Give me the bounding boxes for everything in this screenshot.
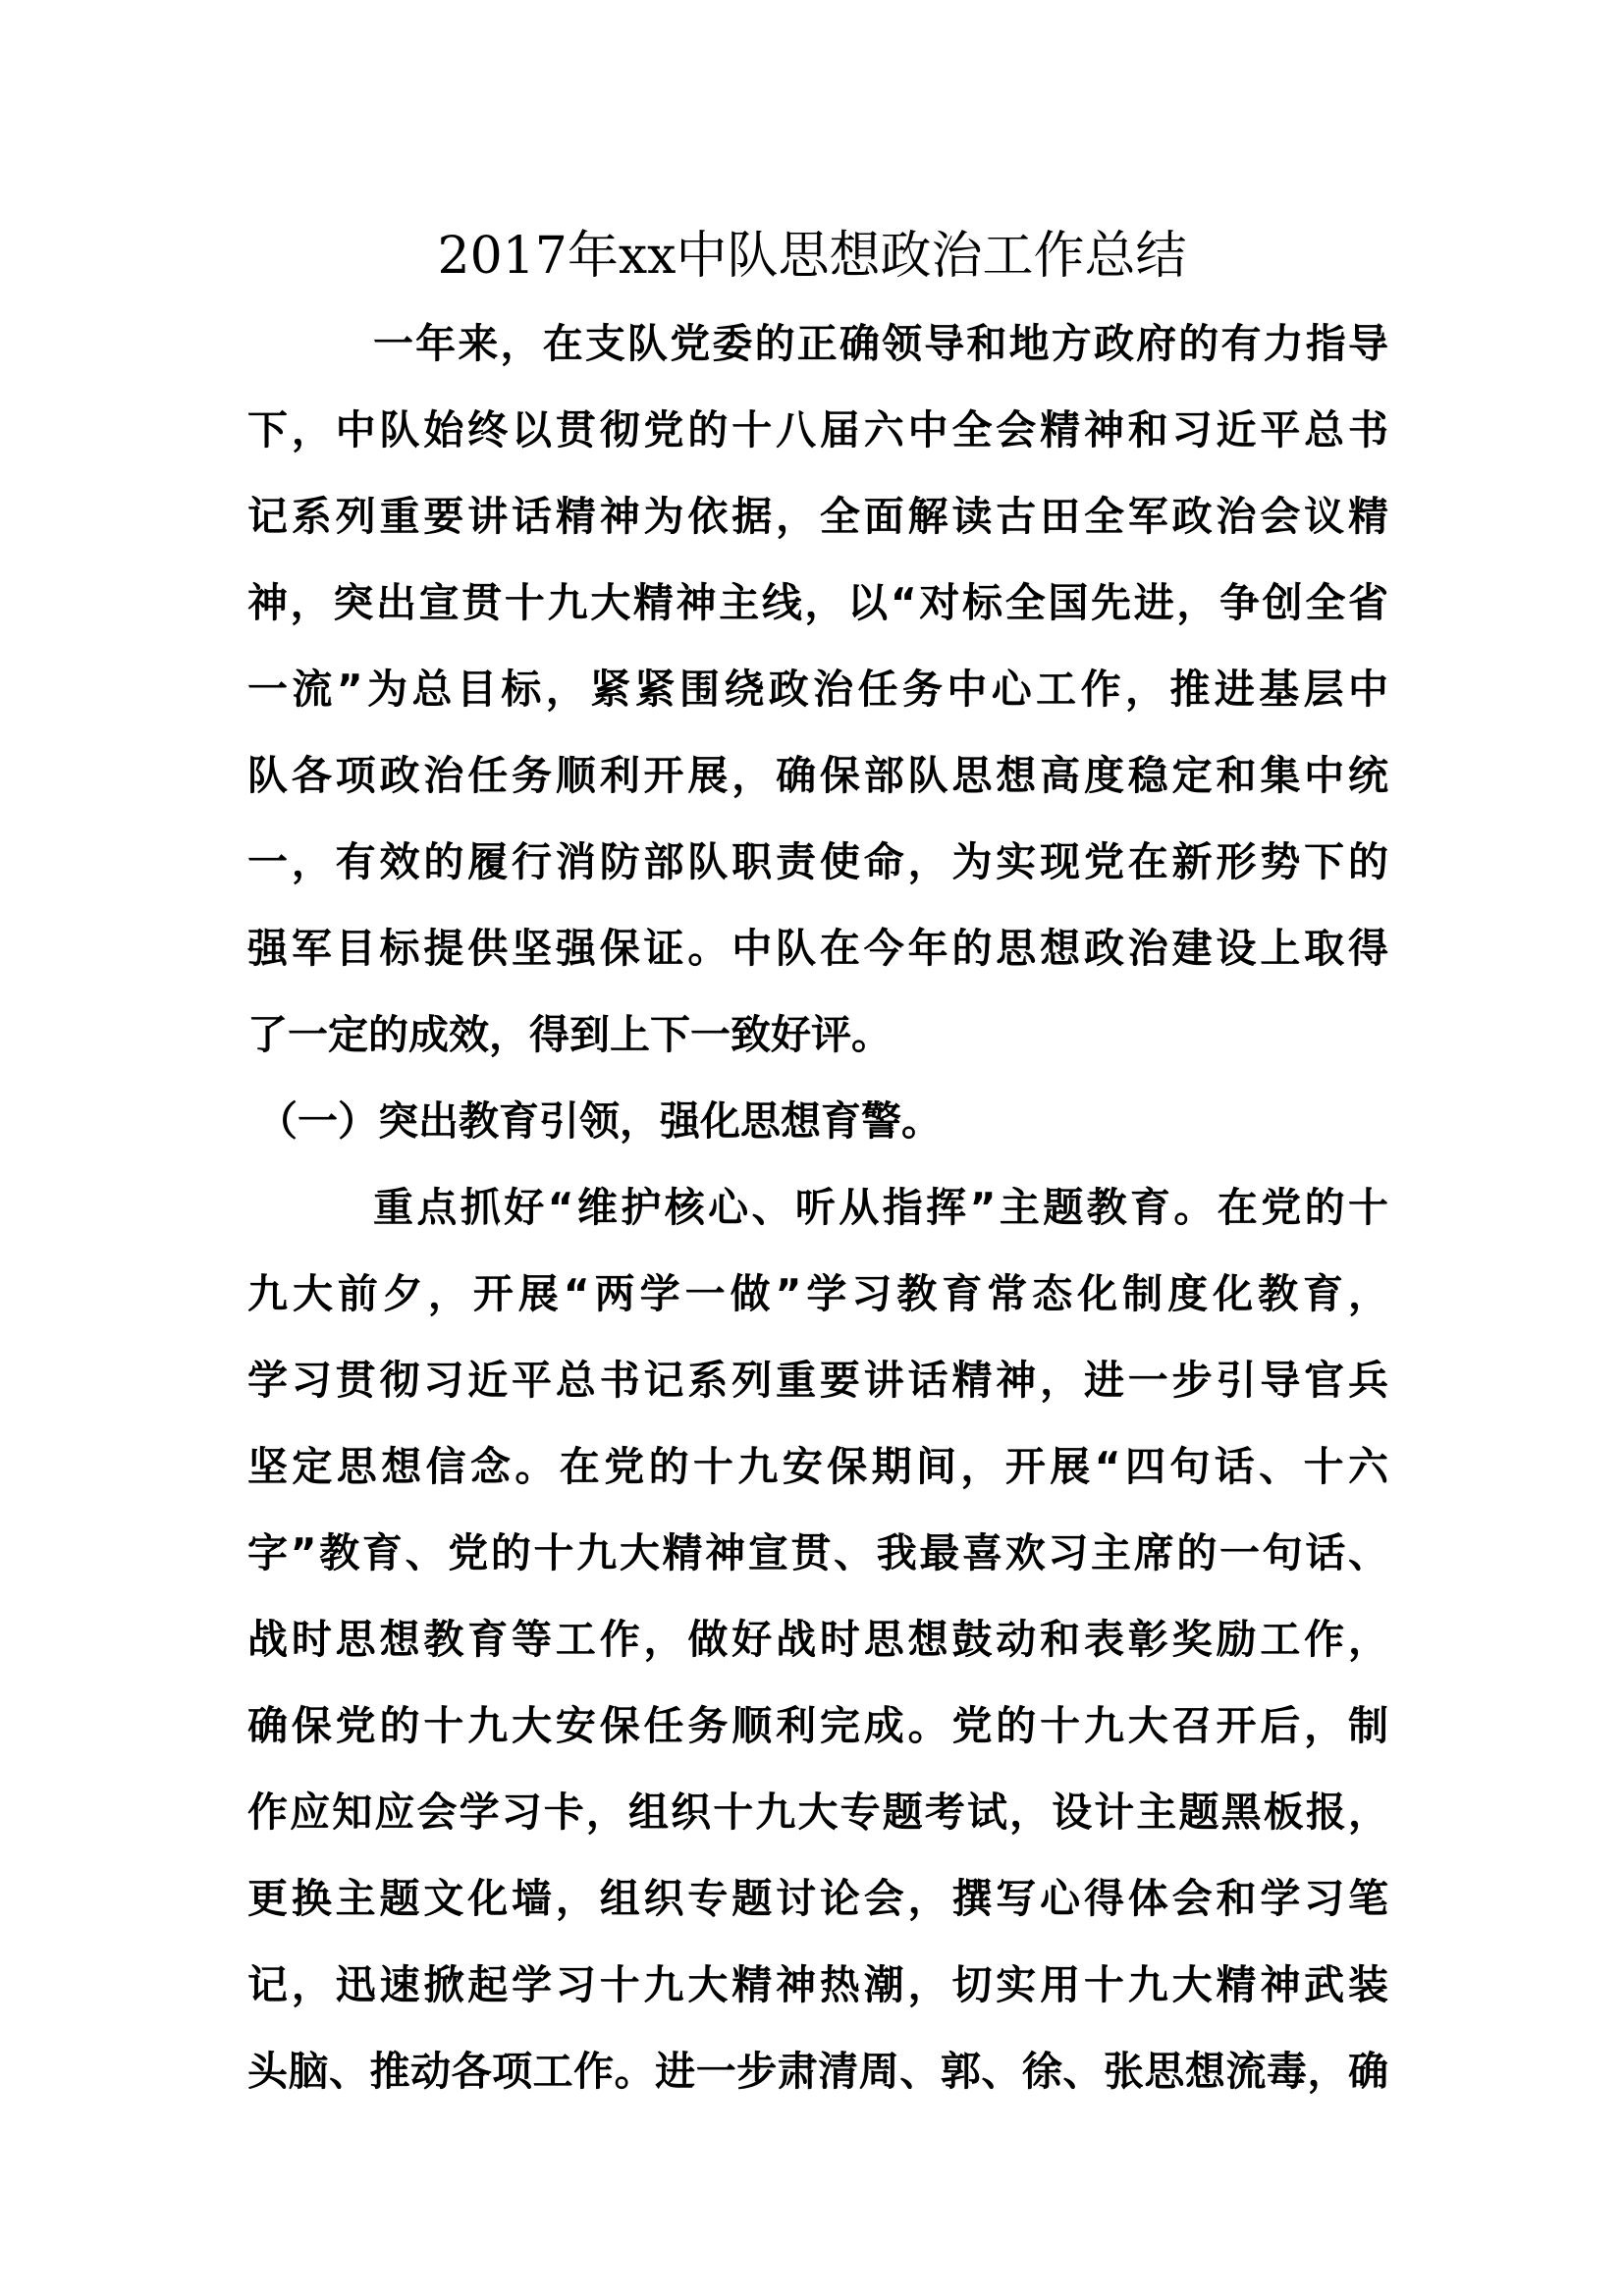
paragraph-line: 队各项政治任务顺利开展，确保部队思想高度稳定和集中统 <box>247 752 1388 799</box>
paragraph-line: 一年来，在支队党委的正确领导和地方政府的有力指导 <box>373 320 1388 367</box>
paragraph-line: 下，中队始终以贯彻党的十八届六中全会精神和习近平总书 <box>247 406 1388 454</box>
paragraph-line: 坚定思想信念。在党的十九安保期间，开展“四句话、十六 <box>247 1443 1388 1490</box>
paragraph-line: 九大前夕，开展“两学一做”学习教育常态化制度化教育， <box>247 1270 1388 1317</box>
paragraph-line: 头脑、推动各项工作。进一步肃清周、郭、徐、张思想流毒，确 <box>247 2048 1388 2095</box>
paragraph-line: 战时思想教育等工作，做好战时思想鼓动和表彰奖励工作， <box>247 1616 1388 1663</box>
paragraph-line: 重点抓好“维护核心、听从指挥”主题教育。在党的十 <box>373 1184 1388 1231</box>
paragraph-line: 神，突出宣贯十九大精神主线，以“对标全国先进，争创全省 <box>247 579 1388 626</box>
paragraph-line: 记系列重要讲话精神为依据，全面解读古田全军政治会议精 <box>247 493 1388 540</box>
paragraph-line: 一，有效的履行消防部队职责使命，为实现党在新形势下的 <box>247 838 1388 885</box>
paragraph-line: 确保党的十九大安保任务顺利完成。党的十九大召开后，制 <box>247 1702 1388 1749</box>
paragraph-line: 强军目标提供坚强保证。中队在今年的思想政治建设上取得 <box>247 925 1388 972</box>
paragraph-line: 一流”为总目标，紧紧围绕政治任务中心工作，推进基层中 <box>247 666 1388 713</box>
paragraph-line: 学习贯彻习近平总书记系列重要讲话精神，进一步引导官兵 <box>247 1357 1388 1404</box>
paragraph-line: 更换主题文化墙，组织专题讨论会，撰写心得体会和学习笔 <box>247 1875 1388 1922</box>
paragraph-line: 记，迅速掀起学习十九大精神热潮，切实用十九大精神武装 <box>247 1961 1388 2008</box>
section-heading: （一）突出教育引领，强化思想育警。 <box>257 1097 942 1145</box>
paragraph-line: 了一定的成效，得到上下一致好评。 <box>247 1011 892 1058</box>
paragraph-line: 作应知应会学习卡，组织十九大专题考试，设计主题黑板报， <box>247 1789 1388 1836</box>
document-title: 2017年xx中队思想政治工作总结 <box>437 227 1187 286</box>
paragraph-line: 字”教育、党的十九大精神宣贯、我最喜欢习主席的一句话、 <box>247 1529 1388 1576</box>
